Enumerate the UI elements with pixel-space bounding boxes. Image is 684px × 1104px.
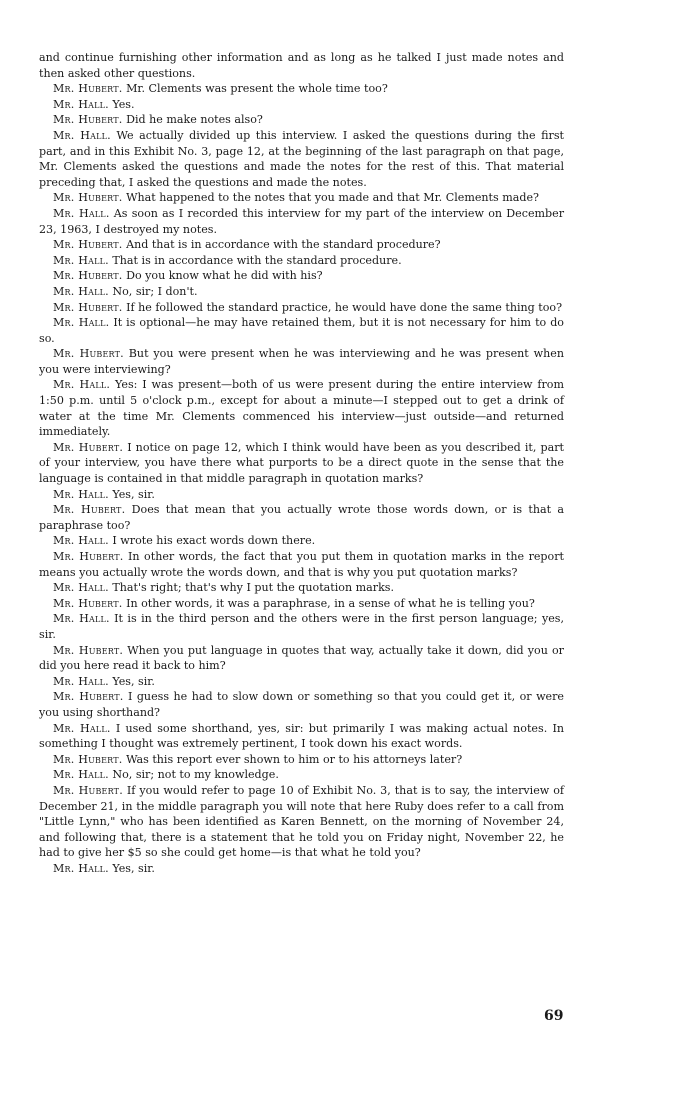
testimony-paragraph: [39, 596, 564, 612]
speaker-name: Mr. Hall.: [53, 378, 111, 392]
transcript-page: [39, 50, 564, 876]
testimony-paragraph: [39, 440, 564, 487]
testimony-paragraph: [39, 284, 564, 300]
testimony-text: That is in accordance with the standard procedure.: [112, 253, 402, 267]
testimony-paragraph: [39, 533, 564, 549]
speaker-name: Mr. Hubert.: [53, 690, 124, 704]
testimony-text: No, sir; I don't.: [112, 284, 198, 298]
testimony-text: If he followed the standard practice, he would have done the same thing too?: [126, 300, 563, 314]
speaker-name: Mr. Hubert.: [53, 440, 124, 454]
speaker-name: Mr. Hall.: [53, 861, 109, 875]
testimony-text: Yes, sir.: [112, 861, 155, 875]
testimony-paragraph: [39, 752, 564, 768]
testimony-text: Yes: I was present—both of us were present during the entire interview from 1:50 p.m. until 5 o'clock p.m., except for about a minute—I stepped out to get a drink of water at the time Mr. Clements commenced his interview—just outside—and returned immediately.: [39, 378, 565, 439]
testimony-paragraph: [39, 580, 564, 596]
testimony-paragraph: [39, 112, 564, 128]
testimony-paragraph: [39, 377, 564, 439]
speaker-name: Mr. Hubert.: [53, 269, 123, 283]
testimony-text: Did he make notes also?: [126, 113, 263, 127]
speaker-name: Mr. Hall.: [53, 316, 110, 330]
testimony-text: It is optional—he may have retained them, but it is not necessary for him to do so.: [39, 316, 564, 345]
speaker-name: Mr. Hubert.: [53, 191, 123, 205]
testimony-paragraph: [39, 549, 564, 580]
testimony-paragraph: [39, 487, 564, 503]
testimony-text: If you would refer to page 10 of Exhibit No. 3, that is to say, the interview of December 21, in the middle paragraph you will note that here Ruby does refer to a call from "Little Lynn," who has been identified as Karen Bennett, on the morning of November 24, and following that, there is a statement that he told you on Friday night, November 22, he had to give her $5 so she could get home—is that what he told you?: [39, 783, 564, 860]
testimony-text: But you were present when he was interviewing and he was present when you were interviewing?: [39, 347, 564, 376]
testimony-paragraph: [39, 300, 564, 316]
testimony-exchanges: [39, 81, 564, 876]
speaker-name: Mr. Hall.: [53, 206, 110, 220]
testimony-text: It is in the third person and the others were in the first person language; yes, sir.: [39, 612, 564, 641]
speaker-name: Mr. Hubert.: [53, 596, 123, 610]
testimony-paragraph: [39, 689, 564, 720]
testimony-paragraph: [39, 767, 564, 783]
speaker-name: Mr. Hall.: [53, 487, 109, 501]
testimony-text: Yes, sir.: [112, 674, 155, 688]
testimony-text: Mr. Clements was present the whole time too?: [126, 82, 388, 96]
testimony-paragraph: [39, 190, 564, 206]
speaker-name: Mr. Hubert.: [53, 347, 124, 361]
testimony-text: No, sir; not to my knowledge.: [112, 768, 279, 782]
speaker-name: Mr. Hall.: [53, 534, 109, 548]
speaker-name: Mr. Hall.: [53, 768, 109, 782]
speaker-name: Mr. Hall.: [53, 721, 111, 735]
speaker-name: Mr. Hall.: [53, 284, 109, 298]
speaker-name: Mr. Hubert.: [53, 300, 123, 314]
testimony-paragraph: [39, 253, 564, 269]
testimony-text: I notice on page 12, which I think would have been as you described it, part of your interview, you have there what purports to be a direct quote in the sense that the language is contained in that middle paragraph in quotation marks?: [39, 440, 564, 486]
testimony-paragraph: [39, 346, 564, 377]
testimony-text: As soon as I recorded this interview for my part of the interview on December 23, 1963, I destroyed my notes.: [39, 206, 564, 236]
testimony-paragraph: [39, 502, 564, 533]
testimony-text: We actually divided up this interview. I asked the questions during the first part, and in this Exhibit No. 3, page 12, at the beginning of the last paragraph on that page, Mr. Clements asked the questions and made the notes for the rest of this. That material preceding that, I asked the questions and made the notes.: [39, 128, 565, 189]
testimony-paragraph: [39, 315, 564, 346]
testimony-paragraph: [39, 206, 564, 237]
speaker-name: Mr. Hall.: [53, 128, 111, 142]
testimony-text: And that is in accordance with the standard procedure?: [126, 238, 441, 252]
testimony-paragraph: [39, 643, 564, 674]
speaker-name: Mr. Hall.: [53, 97, 109, 111]
speaker-name: Mr. Hubert.: [53, 82, 123, 96]
testimony-text: I wrote his exact words down there.: [112, 534, 316, 548]
testimony-text: Yes, sir.: [112, 487, 155, 501]
testimony-paragraph: [39, 611, 564, 642]
testimony-text: In other words, it was a paraphrase, in a sense of what he is telling you?: [126, 596, 535, 610]
testimony-text: Do you know what he did with his?: [126, 269, 323, 283]
speaker-name: Mr. Hubert.: [53, 783, 123, 797]
speaker-name: Mr. Hubert.: [53, 238, 123, 252]
testimony-text: Was this report ever shown to him or to his attorneys later?: [126, 752, 463, 766]
testimony-paragraph: [39, 237, 564, 253]
testimony-text: That's right; that's why I put the quotation marks.: [112, 581, 395, 595]
testimony-text: What happened to the notes that you made and that Mr. Clements made?: [126, 191, 539, 205]
speaker-name: Mr. Hubert.: [53, 752, 123, 766]
testimony-text: When you put language in quotes that way, actually take it down, did you or did you here read it back to him?: [39, 643, 564, 673]
continuation-paragraph: and continue furnishing other information and as long as he talked I just made notes and then asked other questions.: [39, 51, 564, 80]
speaker-name: Mr. Hall.: [53, 581, 109, 595]
testimony-paragraph: [39, 861, 564, 877]
testimony-paragraph: [39, 721, 564, 752]
testimony-text: In other words, the fact that you put them in quotation marks in the report means you actually wrote the words down, and that is why you put quotation marks?: [39, 550, 564, 579]
speaker-name: Mr. Hall.: [53, 612, 110, 626]
speaker-name: Mr. Hall.: [53, 253, 109, 267]
testimony-text: I guess he had to slow down or something so that you could get it, or were you using shorthand?: [39, 690, 564, 719]
testimony-paragraph: [39, 268, 564, 284]
speaker-name: Mr. Hubert.: [53, 503, 126, 517]
testimony-paragraph: [39, 128, 564, 190]
testimony-text: Yes.: [112, 97, 135, 111]
testimony-paragraph: [39, 81, 564, 97]
testimony-paragraph: [39, 97, 564, 113]
testimony-paragraph: [39, 674, 564, 690]
page-number: 69: [544, 1008, 564, 1024]
speaker-name: Mr. Hubert.: [53, 550, 124, 563]
speaker-name: Mr. Hubert.: [53, 643, 124, 657]
testimony-text: Does that mean that you actually wrote those words down, or is that a paraphrase too?: [39, 503, 564, 532]
testimony-paragraph: [39, 783, 564, 861]
speaker-name: Mr. Hall.: [53, 674, 109, 688]
speaker-name: Mr. Hubert.: [53, 113, 123, 127]
testimony-text: I used some shorthand, yes, sir: but primarily I was making actual notes. In something I thought was extremely pertinent, I took down his exact words.: [39, 721, 564, 751]
